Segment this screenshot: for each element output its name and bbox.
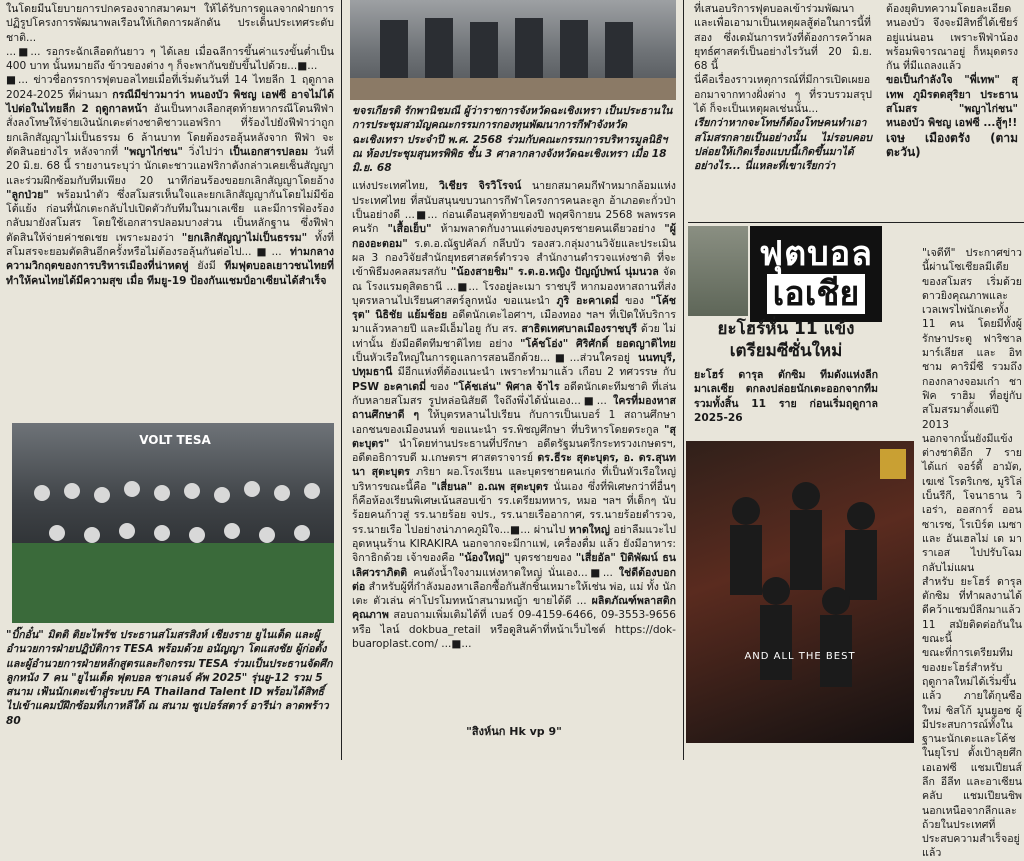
headline-line2: เตรียมซีซั่นใหม่ [729,341,843,361]
column-left [0,0,340,760]
col3-bold-quote: เรียกว่าหากจะโทษก็ต้องโทษคนทำเอาสโมสรกลายเป็นอย่างนั้น ไม่รอบคอบ ปล่อยให้เกิดเรื่องแบบนี้เกิดขึ้นมาได้ อย่างไร... นี่แหละที่เขาเรียกว่า [694,117,872,173]
col1-para1: ...■... รอกระฉักเลือดกันยาว ๆ ได้เลย เมื่อฉลีการขึ้นค่าแรงขั้นต่ำเป็น 400 บาท นั้นหมายถึง ข้าวของต่าง ๆ ก็จะพากันขยับขึ้นไปด้วย...■... [6,45,334,73]
column-right-top-a [688,0,878,222]
headline-block [688,318,884,362]
side-para3: สำหรับ ยะโฮร์ ดารุล ตักซิม ที่ทำผลงานได้ดีคว้าแชมป์ลีกมาแล้ว 11 สมัยติดต่อกันในขณะนี้ [922,575,1022,646]
meeting-photo-caption: ขจรเกียรติ รักพานิชมณี ผู้ว่าราชการจังหวัดฉะเชิงเทรา เป็นประธานในการประชุมสามัญคณะกรรมการกองทุนพัฒนาการกีฬาจังหวัดฉะเชิงเทรา ประจำปี พ.ศ. 2568 ร่วมกับคณะกรรมการบริหารมูลนิธิฯ ณ ห้องประชุมสุนทรพิพิธ ชั้น 3 ศาลากลางจังหวัดฉะเชิงเทรา เมื่อ 18 มิ.ย. 68 [352,105,673,175]
col3-right-close: ขอเป็นกำลังใจ "พี่เทพ" สุเทพ ภูมิรตดสุริยา ประธานสโมสร "พญาไก่ชน" หนองบัว พิชญ เอฟซี ...สู้ๆ!! [886,74,1018,130]
team-photo [12,423,334,623]
logo-line2: เอเชีย [767,274,866,314]
column-signature: "สิงห์นก Hk vp 9" [466,725,562,738]
asia-football-logo [750,226,882,322]
players-poster-graphic [686,441,914,743]
col1-para2: ■... ข่าวชื่อกรรการฟุตบอลไทยเมื่อที่เริ่มต้นวันที่ 14 ไทยลีก 1 ฤดูกาล 2024-2025 ที่ผ่านมา กรณีมีข่าวมาว่า หนองบัว พิชญ เอฟซี อาจไม่ได้ไปต่อในไทยลีก 2 ฤดูกาลหน้า อันเป็นทางเลือกสุดท้ายหากรณีโดนฟีฟ่าสั่งลงโทษให้จ่ายเงินนักเตะต่างชาติชาวแอฟริกา ที่ร้องไปยังฟีฟ่าว่าถูกยกเลิกสัญญาไม่เป็นธรรม 6 ล้านบาท โดยต้องรอลุ้นหลังจาก ฟีฟ่า จะตัดสินอย่างไร หลังจากที่ "พญาไก่ชน" วิ่งไปว่า เป็นเอกสารปลอม วันที่ 20 มิ.ย. 68 นี้ รายงานระบุว่า นักเตะชาวแอฟริกาดังกล่าวเคยเซ็นสัญญาและร่วมฝึกซ้อมกับทีมเพียง 20 นาทีก่อนร้องขอยกเลิกสัญญาโดยอ้าง "ลูกป่วย" พร้อมนำตัว ซึ่งสโมสรเห็นใจและยกเลิกสัญญากันโดยไม่มีข้อโต้แย้ง ก่อนที่นักเตะกลับไปเปิดตัวกับทีมในมาเลเซีย และมีการฟ้องร้องกลับมายังสโมสร โดยใช้เอกสารปลอมบางส่วน เป็นหลักฐาน ซึ่งฟีฟ่าตัดสินให้จ่ายค่าชดเชย เพราะมองว่า "ยกเลิกสัญญาไม่เป็นธรรม" ทั้งที่สโมสรจะยอมตัดสินอีกครั้งหรือไม่ต้องรอลุ้นกันต่อไป...■... ท่ามกลางความวิกฤตของการบริหารเมืองที่น่าหดหู่ ยังมี ทีมฟุตบอลเยาวชนไทยที่ทำให้คนไทยได้มีความสุข เมื่อ ทีมยู-19 ป้องกันแชมป์อาเซียนได้สำเร็จ [6,74,335,287]
col3-top-para2: นี่คือเรื่องราวเหตุการณ์ที่มีการเปิดเผยออกมาจากทางฝั่งต่าง ๆ ที่รวบรวมสรุปได้ ก็จะเป็นเหตุผลเช่นนั้น... [694,74,872,116]
column-divider-1 [341,0,342,760]
side-para4: ขณะที่การเตรียมทีมของยะโฮร์สำหรับฤดูกาลใหม่ได้เริ่มขึ้นแล้ว ภายใต้กุนซือใหม่ ซิสโก้ มูนยูอซ ผู้มีประสบการณ์ทั้งในฐานะนักเตะและโค้ชในยุโรป ตั้งเป้าลุยศึกเอเอฟซี แชมเปียนส์ลีก อีลีท และอาเซียนคลับ แชมเปียนชิพ นอกเหนือจากลีกและถ้วยในประเทศที่ประสบความสำเร็จอยู่แล้ว [922,647,1022,860]
col1-top-text: ในโดยมีนโยบายการปกครองจากสมาคมฯ ให้ได้รับการดูแลจากฝ่ายการปฏิรูปโครงการพัฒนาพลเรือนให้เกิดการผลักดัน ประเด็นประเทศระดับชาติ... [6,3,334,44]
column-right-top-b [880,0,1024,222]
team-banner-text: VOLT TESA [139,433,211,447]
col3-right-top: ต้องยุติบทความโดยละเอียด หนองบัว จึงจะมีสิทธิ์ได้เชียร์อยู่แน่นอน เพราะฟีฟ่าน้องพร้อมพิจารณาอยู่ ก็หมุดตรงกัน ที่มีแถลงแล้ว [886,3,1018,73]
kid-photo [688,226,748,316]
meeting-photo-graphic [350,0,676,100]
side-para2: นอกจากนั้นยังมีแข้งต่างชาติอีก 7 ราย ได้แก่ จอร์ดี้ อามัต, เฆเซ่ โรดริเกซ, มูริโล่ เบ็นรีกี, โจนาธาน วิเอร่า, ออสการ์ ออนซาเรซ, โรเบิร์ต เมซา และ อันเฮลไม่ เด มาราเอส ไปปรับโฉมกลับไม่แผน [922,432,1022,574]
headline-line1: ยะโฮร์หั่น 11 แข้ง [717,319,855,339]
club-crest-icon [880,449,906,479]
column-divider-2 [683,0,684,760]
side-para1: "เจดีที" ประกาศข่าวนี้ผ่านโซเชียลมีเดียของสโมสร เริ่มด้วยดาวยิงคุณภาพและเวลเพรไพ่นักเตะทั้ง 11 คน โดยมีทั้งผู้รักษาประตู ฟาริซาล มาร์เลียส และ อิทชาม คาริมี่ซี รวมถึงกองกลางจอมเก๋า ชาฟิค ราฮิม ที่อยู่กับสโมสรมาตั้งแต่ปี 2013 [922,247,1022,431]
column-right-side [918,226,1024,860]
poster-text: AND ALL THE BEST [744,651,856,662]
players-poster [686,441,914,743]
column-middle [346,0,682,760]
col3-top-para: ที่เสนอบริการฟุตบอลเข้าร่วมพัฒนาและเพื่อเอามาเป็นเหตุผลสู้ต่อในการนี้ที่สอง ซึ่งเดมันการหวังที่ต้องการคว้าผลยุทธ์ศาสตร์เป็นอย่างไรวันที่ 20 มิ.ย. 68 นี้ [694,3,872,73]
col2-body: แห่งประเทศไทย, วิเชียร จิรวิโรจน์ นายกสมาคมกีฬาหมากล้อมแห่งประเทศไทย ที่สนับสนุนขบวนการกีฬาโครงการคนละลูก อ้าเภอตะกั่วป่า เป็นอย่างดี ...■... ก่อนเดือนสุดท้ายของปี พฤศจิกายน 2568 พลพรรคคนรัก "เสื้อเย็บ" ห้ามพลาดกับงานแต่งของบุตรชายคนเดียวอย่าง "ผู้กองอะตอม" ร.ต.อ.ณัฐปคัลภ์ กลีบบัว รองสว.กลุ่มงานวิจัยและประเมินผล 3 กองวิจัยสำนักยุทธศาสตร์ตำรวจ สำนักงานตำรวจแห่งชาติ ที่จะเข้าพิธีมงคลสมรสกับ "น้องสายชิม" ร.ต.อ.หญิง ปัญญ์ปพน์ นุ่มนวล จัด ณ โรงแรมดุสิตธานี ...■... โรงอยู่ละเมา ราชบุรี หากมองหาสถานที่ส่งบุตรหลานไปเรียนศาสตร์ลูกหนัง ขอแนะนำ ภูริ อะคาเดมี่ ของ "โค้ชรุต" นิธิชัย แย้มช้อย อดีตนักเตะไอศาฯ, เมืองทอง ฯลฯ ที่เปิดให้บริการมาแล้วหลายปี และมีเอ็มไอยู กับ สร. สาธิตเทศบาลเมืองราชบุรี ด้วย ไม่เท่านั้น ยังมีอดีตทีมชาติไทย อย่าง "โค้ชโอ่ง" ศิริศักดิ์ ยอดญาติไทย เป็นหัวเรือใหญ่ในการดูแลการสอนอีกด้วย...■...ส่วนใครอยู่ นนทบุรี, ปทุมธานี มีอีกแห่งที่ต้องแนะนำ เพราะทำมาแล้ว เกือบ 2 ทศวรรษ กับ PSW อะคาเดมี่ ของ "โค้ชเล่น" พิศาล จ้าไร อดีตนักเตะทีมชาติ ที่เล่นกับหลายสโมสร รูปหล่อนิสัยดี ใจถึงพึ่งได้นั่นเอง...■... ใครที่มองหาสถานศึกษาดี ๆ ให้บุตรหลานไปเรียน กับการเป็นเบอร์ 1 สถานศึกษาเอกชนของเมืองนนท์ ขอแนะนำ รร.พิชญศึกษา ที่บริหารโดยตระกูล "สุตะบุตร" นำโดยท่านประธานที่ปรึกษา อดีตรัฐมนตรีกระทรวงเกษตรฯ, อดีตอธิการบดี ม.เกษตรฯ ศาสตราจารย์ ดร.ธีระ สุตะบุตร, อ. ดร.สุนทนา สุตะบุตร ภริยา ผอ.โรงเรียน และบุตรชายคนเก่ง ที่เป็นหัวเรือใหญ่บริหารขณะนี้คือ "เสี่ยนล" อ.ณพ สุตะบุตร นั่นเอง ซึ่งที่พิเศษกว่าที่อื่นๆ ก็คือห้องเรียนพิเศษเน้นสอบเข้า รร.เตรียมทหาร, หมอ ฯลฯ ที่เด็กๆ นับร้อยคนก้าวสู่ รร.นายร้อย จปร., รร.นายเรืออากาศ, รร.นายร้อยตำรวจ, รร.นายเรือ ไปอย่างน่าภาคภูมิใจ...■... ผ่านไป หาดใหญ่ อย่าลืมแวะไปอุดหนุนร้าน KIRAKIRA นอกจากจะมีกาแฟ, เครื่องดื่ม แล้ว ยังมีอาหาร: จิกาธิกด้วย เจ้าของคือ "น้องใหญ่" บุตรชายของ "เสี่ยอัล" ปิติพัฒน์ ธนเลิศวราภิตติ คนดังน้ำใจงามแห่งหาดใหญ่ นั่นเอง...■... ใช่ดีต้องบอกต่อ สำหรับผู้ที่กำลังมองหาเลือกซื้อกันสักชิ้นเหมาะให้เช่น พ่อ, แม่ ทั้ง นักเตะ ตัวเล่น ค่าโปรโมทหน้าสนามหญ้า ขายได้ดี ... ผลิตภัณฑ์พลาสติกคุณภาพ สอบถามเพิ่มเติมได้ที่ เบอร์ 09-4159-6466, 09-3553-9656 หรือ ไลน์ dokbua_retail หรือดูสินค้าที่หน้าเว็บไซต์ https://dok-buaroplast.com/ ...■... [352,180,677,650]
team-photo-graphic [12,423,334,623]
col3-right-sig: เจษ เมืองตรัง (ตามตะวัน) [886,130,1018,159]
section-divider [688,222,1024,223]
lead-paragraph: ยะโฮร์ ดารุล ตักซิม ทีมดังแห่งลีกมาเลเซีย ตกลงปล่อยนักเตะออกจากทีมรวมทั้งสิ้น 11 ราย ก่อนเริ่มฤดูกาล 2025-26 [694,369,878,424]
logo-line1: ฟุตบอล [759,234,873,274]
meeting-photo [350,0,676,100]
team-photo-caption: "บิ๊กอั๋น" มิตติ ติยะไพรัช ประธานสโมสรสิงห์ เชียงราย ยูไนเต็ด และผู้อำนวยการฝ่ายปฏิบัติการ TESA พร้อมด้วย อนัญญา โตแสงชัย ผู้ก่อตั้งและผู้อำนวยการฝ่ายหลักสูตรและกิจกรรม TESA ร่วมเป็นประธานจัดศึกลูกหนัง 7 คน "ยูไนเต็ด ฟุตบอล ชาเลนจ์ คัพ 2025" รุ่นยู-12 รวม 5 สนาม เฟ้นนักเตะเข้าสู่ระบบ FA Thailand Talent ID พร้อมได้สิทธิ์ไปเข้าแคมป์ฝึกซ้อมที่เกาหลีใต้ ณ สนาม ซูเปอร์สตาร์ อารีน่า ลาดพร้าว 80 [6,629,333,727]
